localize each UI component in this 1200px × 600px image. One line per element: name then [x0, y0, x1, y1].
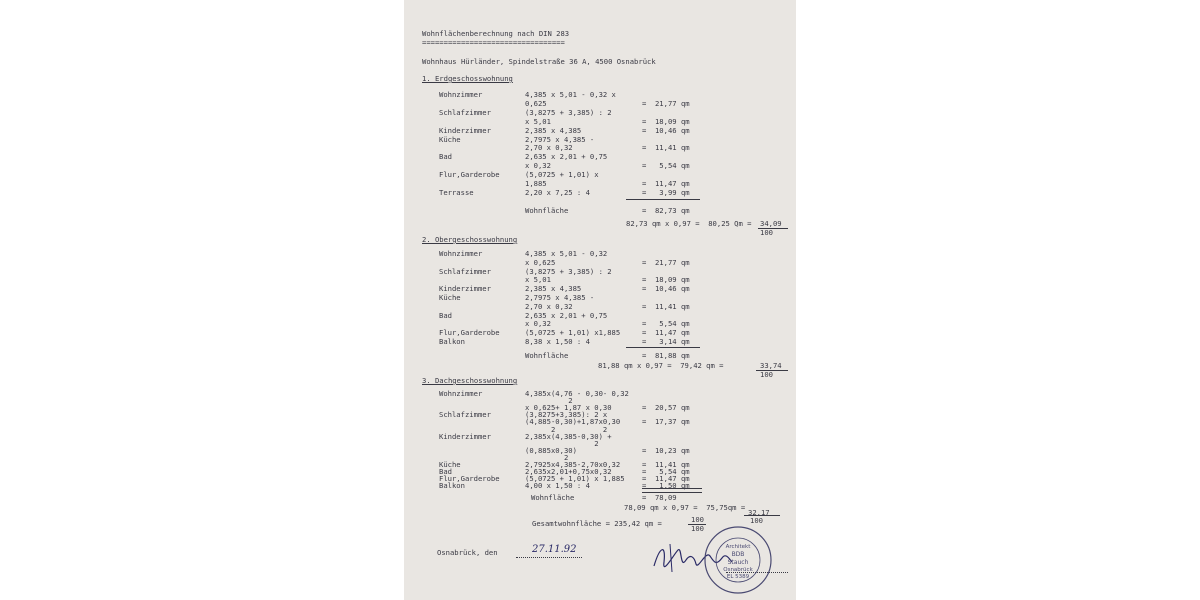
room-label: Wohnzimmer [439, 249, 483, 258]
area-result: = 5,54 qm [642, 467, 690, 477]
area-result: = 10,23 qm [642, 445, 690, 455]
room-label: Flur,Garderobe [439, 328, 500, 338]
area-formula: 0,625 [525, 98, 547, 108]
area-result: = 17,37 qm [642, 417, 690, 427]
area-result: = 21,77 qm [642, 257, 690, 267]
section-2-heading: 2. Obergeschosswohnung [422, 235, 518, 244]
area-formula: (0,885x0,30) [525, 445, 577, 455]
section-3-frac-den: 100 [750, 516, 763, 525]
section-1-calc: 82,73 qm x 0,97 = 80,25 Qm = [626, 219, 752, 228]
area-formula: 2 [525, 438, 599, 448]
area-result: = 11,41 qm [642, 143, 690, 153]
area-formula: (3,8275 + 3,385) : 2 [525, 266, 612, 276]
area-result: = 1,50 qm [642, 481, 690, 491]
area-formula: 1,885 [525, 179, 547, 188]
area-formula: 2,7925x4,385-2,70x0,32 [525, 460, 621, 469]
section-1-total-value: = 82,73 qm [642, 206, 690, 215]
section-2-calc: 81,88 qm x 0,97 = 79,42 qm = [598, 361, 724, 370]
area-result: = 5,54 qm [642, 319, 690, 329]
section-1-heading: 1. Erdgeschosswohnung [422, 74, 513, 83]
area-formula: 2,385 x 4,385 [525, 125, 582, 135]
area-result: = 18,09 qm [642, 116, 690, 126]
room-label: Kinderzimmer [439, 284, 491, 294]
room-label: Küche [439, 134, 461, 144]
area-formula: (5,0725 + 1,01) x [525, 170, 599, 180]
area-formula: x 5,01 [525, 116, 551, 126]
area-result: = 3,14 qm [642, 337, 690, 346]
area-formula: 2,635 x 2,01 + 0,75 [525, 310, 608, 320]
room-label: Schlafzimmer [439, 266, 491, 276]
area-result: = 18,09 qm [642, 275, 690, 285]
section-2-frac-num: 33,74 [760, 361, 782, 370]
area-formula: x 0,32 [525, 319, 551, 329]
area-formula: 2,385x(4,385-0,30) + [525, 431, 612, 441]
area-formula: 2 2 [525, 424, 608, 434]
room-label: Balkon [439, 337, 465, 346]
grand-total-frac-num: 100 [691, 515, 704, 524]
svg-text:Osnabrück: Osnabrück [723, 567, 753, 573]
section-1-frac-num: 34,09 [760, 219, 782, 228]
area-result: = 10,46 qm [642, 125, 690, 135]
address-line: Wohnhaus Hürländer, Spindelstraße 36 A, 4500 Osnabrück [422, 57, 656, 66]
handwritten-date: 27.11.92 [532, 544, 577, 555]
section-3-frac-num: 32,17 [748, 508, 770, 517]
section-3-heading: 3. Dachgeschosswohnung [422, 376, 518, 385]
grand-total-frac-den: 100 [691, 524, 704, 533]
room-label: Schlafzimmer [439, 410, 491, 420]
section-3-calc: 78,09 qm x 0,97 = 75,75qm = [624, 503, 746, 512]
area-formula: 4,385x(4,76 - 0,30- 0,32 [525, 389, 629, 398]
area-formula: 2,7975 x 4,385 - [525, 134, 595, 144]
area-result: = 11,41 qm [642, 460, 690, 469]
area-formula: 2 [525, 452, 569, 462]
sum-rule [626, 199, 700, 200]
document-page [404, 0, 796, 600]
room-label: Flur,Garderobe [439, 474, 500, 484]
area-formula: (4,885-0,30)+1,87x0,30 [525, 417, 621, 427]
area-result: = 5,54 qm [642, 161, 690, 171]
room-label: Flur,Garderobe [439, 170, 500, 180]
svg-text:EL 5389: EL 5389 [726, 574, 750, 580]
room-label: Terrasse [439, 187, 474, 197]
area-formula: 2 [525, 396, 573, 406]
room-label: Schlafzimmer [439, 107, 491, 117]
svg-text:BDB: BDB [731, 551, 745, 558]
area-formula: 2,635 x 2,01 + 0,75 [525, 152, 608, 162]
area-formula: x 0,625 [525, 257, 556, 267]
sum-rule [626, 347, 700, 348]
section-2-total-label: Wohnfläche [525, 351, 569, 360]
room-label: Balkon [439, 481, 465, 491]
area-formula: x 5,01 [525, 275, 551, 285]
area-formula: (5,0725 + 1,01) x1,885 [525, 328, 621, 338]
section-2-frac-den: 100 [760, 370, 773, 379]
section-2-total-value: = 81,88 qm [642, 351, 690, 360]
area-result: = 10,46 qm [642, 284, 690, 294]
room-label: Küche [439, 460, 461, 469]
room-label: Kinderzimmer [439, 431, 491, 441]
area-result: = 11,41 qm [642, 301, 690, 311]
area-formula: 8,38 x 1,50 : 4 [525, 337, 590, 346]
area-formula: 2,7975 x 4,385 - [525, 293, 595, 302]
area-formula: 4,00 x 1,50 : 4 [525, 481, 590, 491]
area-formula: 2,635x2,01+0,75x0,32 [525, 467, 612, 477]
section-1-frac-den: 100 [760, 228, 773, 237]
svg-text:Stauch: Stauch [727, 559, 749, 566]
area-formula: 2,385 x 4,385 [525, 284, 582, 294]
area-result: = 11,47 qm [642, 474, 690, 484]
title-underline: ================================= [422, 38, 565, 47]
room-label: Bad [439, 310, 452, 320]
area-formula: (3,8275 + 3,385) : 2 [525, 107, 612, 117]
area-formula: 4,385 x 5,01 - 0,32 x [525, 90, 616, 99]
section-3-total-label: Wohnfläche [531, 493, 575, 502]
section-3-total-value: = 78,09 [642, 493, 677, 502]
architect-stamp-seal [702, 524, 774, 596]
area-formula: (3,8275+3,385): 2 x [525, 410, 608, 420]
area-formula: x 0,625+ 1,87 x 0,30 [525, 403, 612, 413]
date-dotted-line [516, 557, 582, 558]
area-formula: 2,20 x 7,25 : 4 [525, 187, 590, 197]
document-title: Wohnflächenberechnung nach DIN 283 [422, 29, 570, 38]
room-label: Küche [439, 293, 461, 302]
room-label: Kinderzimmer [439, 125, 491, 135]
room-label: Bad [439, 152, 452, 162]
area-formula: 2,70 x 0,32 [525, 143, 573, 153]
room-label: Wohnzimmer [439, 90, 483, 99]
area-formula: x 0,32 [525, 161, 551, 171]
area-result: = 20,57 qm [642, 403, 690, 413]
section-1-total-label: Wohnfläche [525, 206, 569, 215]
area-result: = 11,47 qm [642, 179, 690, 188]
svg-text:Architekt: Architekt [725, 544, 751, 550]
area-formula: (5,0725 + 1,01) x 1,885 [525, 474, 625, 484]
room-label: Bad [439, 467, 452, 477]
place-date-label: Osnabrück, den [437, 548, 498, 557]
room-label: Wohnzimmer [439, 389, 483, 398]
area-result: = 11,47 qm [642, 328, 690, 338]
area-result: = 3,99 qm [642, 187, 690, 197]
area-result: = 21,77 qm [642, 98, 690, 108]
area-formula: 2,70 x 0,32 [525, 301, 573, 311]
area-formula: 4,385 x 5,01 - 0,32 [525, 249, 608, 258]
grand-total: Gesamtwohnfläche = 235,42 qm = [532, 519, 662, 528]
